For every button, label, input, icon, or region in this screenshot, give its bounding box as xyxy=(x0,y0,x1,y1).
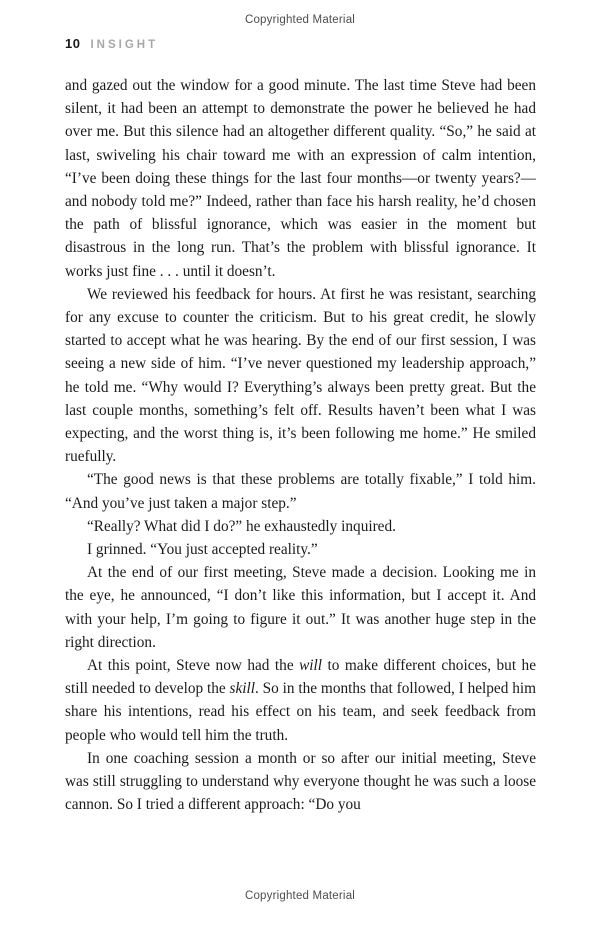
book-title: INSIGHT xyxy=(90,39,159,51)
copyright-notice-bottom: Copyrighted Material xyxy=(244,890,356,902)
text-segment: . So in the months that followed, I helped him share his intentions, read his effect on his team, and seek feedback from people who would tell him the truth. xyxy=(65,680,536,744)
copyright-notice-top: Copyrighted Material xyxy=(244,14,356,26)
text-segment: and gazed out the window for a good minute. The last time Steve had been silent, it had been an attempt to demonstrate the power he believed he had over me. But this silence had an altogether different quality. “So,” he said at last, swiveling his chair toward me with an expression of calm intention, “I’ve been doing these things for the last four months—or twenty years?—and nobody told me?” Indeed, rather than face his harsh reality, he’d chosen the path of blissful ignorance, which was easier in the moment but disastrous in the long run. That’s the problem with blissful ignorance. It works just fine . . . until it doesn’t. xyxy=(65,77,536,280)
body-text xyxy=(65,74,536,864)
text-segment: I grinned. “You just accepted reality.” xyxy=(87,541,318,559)
italic-text: skill xyxy=(229,680,255,698)
text-segment: At this point, Steve now had the xyxy=(87,657,300,675)
paragraph xyxy=(65,74,536,283)
text-segment: In one coaching session a month or so after our initial meeting, Steve was still struggling to understand why everyone thought he was such a loose cannon. So I tried a different approach: “Do you xyxy=(65,749,536,814)
paragraph xyxy=(65,468,536,514)
paragraph xyxy=(65,283,536,469)
paragraph xyxy=(65,747,536,817)
paragraph xyxy=(65,538,536,561)
paragraph xyxy=(65,515,536,538)
italic-text: will xyxy=(299,657,323,675)
text-segment: At the end of our first meeting, Steve made a decision. Looking me in the eye, he announced, “I don’t like this information, but I accept it. And with your help, I’m going to figure it out.” It was another huge step in the right direction. xyxy=(65,564,536,651)
page-number: 10 xyxy=(65,36,81,51)
text-segment: We reviewed his feedback for hours. At first he was resistant, searching for any excuse to counter the criticism. But to his great credit, he slowly started to accept what he was hearing. By the end of our first session, I was seeing a new side of him. “I’ve never questioned my leadership approach,” he told me. “Why would I? Everything’s always been pretty great. But the last couple months, something’s felt off. Results haven’t been what I was expecting, and the worst thing is, it’s been following me home.” He smiled ruefully. xyxy=(65,285,536,466)
text-segment: to make different choices, but he still needed to develop the xyxy=(65,657,536,698)
text-segment: “The good news is that these problems are totally fixable,” I told him. “And you’ve just taken a major step.” xyxy=(65,471,536,512)
paragraph xyxy=(65,654,536,747)
text-segment: “Really? What did I do?” he exhaustedly inquired. xyxy=(87,517,396,535)
page-header xyxy=(65,35,158,53)
paragraph xyxy=(65,561,536,654)
